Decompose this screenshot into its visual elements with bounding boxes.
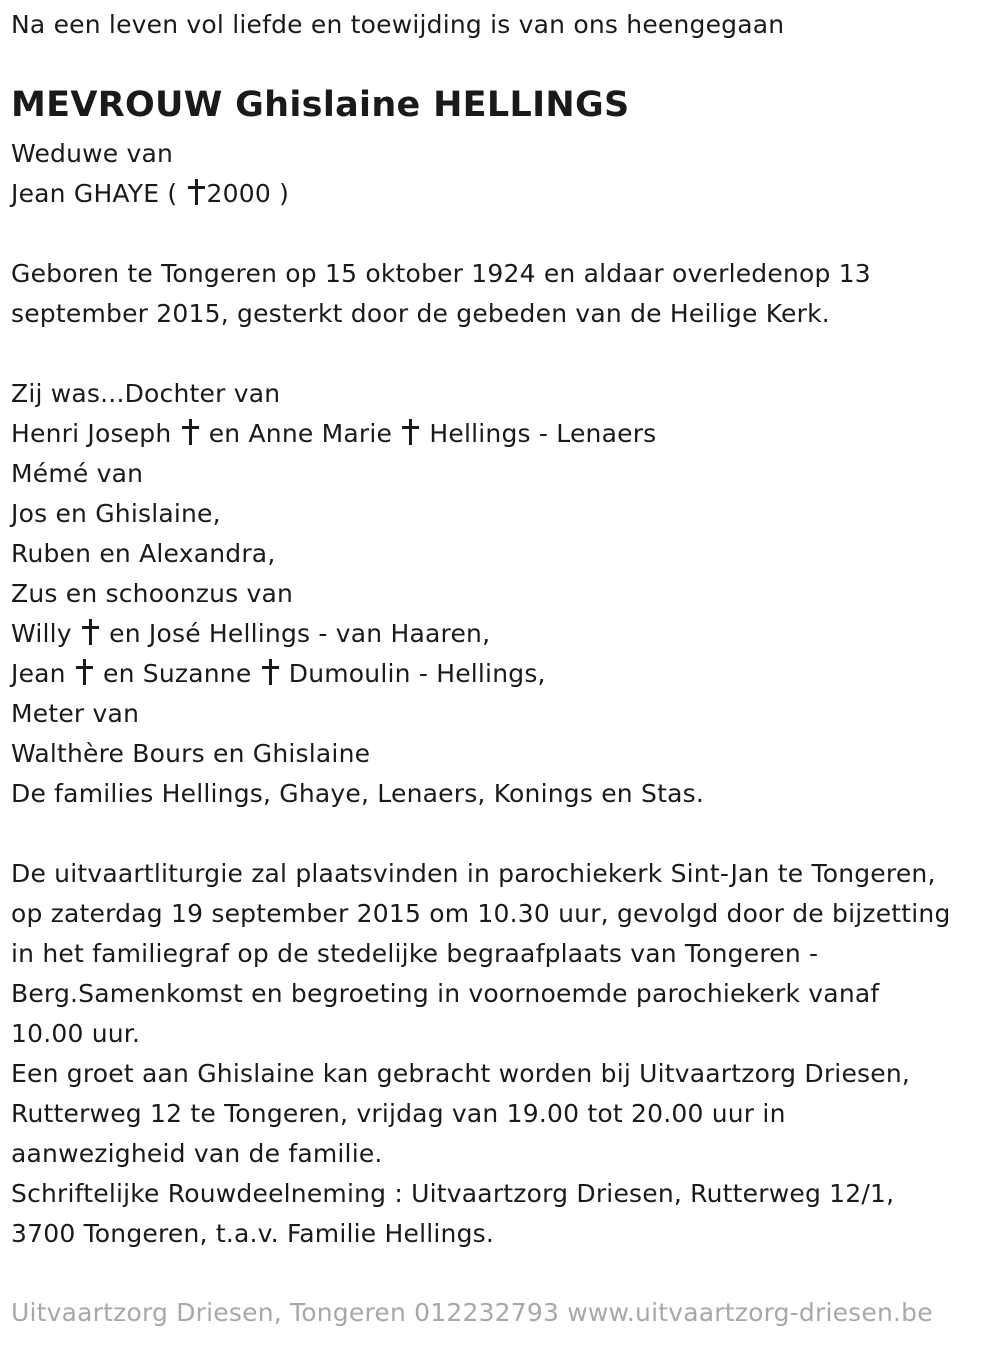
funeral-line: 3700 Tongeren, t.a.v. Familie Hellings. — [11, 1219, 495, 1248]
cross-icon — [402, 419, 419, 445]
families-line: De families Hellings, Ghaye, Lenaers, Konings en Stas. — [11, 779, 704, 808]
family-block — [11, 374, 704, 814]
parents-surnames: Hellings - Lenaers — [429, 419, 657, 448]
sibling-2-name: Jean — [11, 659, 66, 688]
daughter-of-label: Zij was...Dochter van — [11, 379, 281, 408]
godchild-line: Walthère Bours en Ghislaine — [11, 739, 371, 768]
deceased-name: MEVROUW Ghislaine HELLINGS — [11, 85, 630, 125]
widow-of-label: Weduwe van — [11, 139, 174, 168]
funeral-line: De uitvaartliturgie zal plaatsvinden in parochiekerk Sint-Jan te Tongeren, — [11, 859, 936, 888]
sibling-2-surnames: Dumoulin - Hellings, — [288, 659, 546, 688]
intro-line: Na een leven vol liefde en toewijding is van ons heengegaan — [11, 10, 785, 39]
funeral-block — [11, 854, 951, 1254]
sibling-1-rest: en José Hellings - van Haaren, — [109, 619, 491, 648]
sibling-line-2 — [11, 654, 704, 694]
funeral-line: Berg.Samenkomst en begroeting in voornoemde parochiekerk vanaf — [11, 979, 880, 1008]
parent-mother: en Anne Marie — [208, 419, 393, 448]
funeral-line: Een groet aan Ghislaine kan gebracht worden bij Uitvaartzorg Driesen, — [11, 1059, 911, 1088]
cross-icon — [182, 419, 199, 445]
cross-icon — [188, 179, 205, 205]
spouse-line — [11, 174, 289, 214]
spouse-block — [11, 134, 289, 214]
birth-death-block — [11, 254, 871, 334]
sibling-line-1 — [11, 614, 704, 654]
footer-contact: Uitvaartzorg Driesen, Tongeren 012232793 www.uitvaartzorg-driesen.be — [11, 1298, 933, 1327]
funeral-line: op zaterdag 19 september 2015 om 10.30 uur, gevolgd door de bijzetting — [11, 899, 951, 928]
spouse-death-year: 2000 ) — [206, 179, 290, 208]
birth-death-line-1: Geboren te Tongeren op 15 oktober 1924 en aldaar overledenop 13 — [11, 259, 871, 288]
parent-father: Henri Joseph — [11, 419, 172, 448]
meme-label: Mémé van — [11, 459, 144, 488]
cross-icon — [76, 659, 93, 685]
funeral-line: aanwezigheid van de familie. — [11, 1139, 383, 1168]
cross-icon — [82, 619, 99, 645]
parents-line — [11, 414, 704, 454]
birth-death-line-2: september 2015, gesterkt door de gebeden van de Heilige Kerk. — [11, 299, 830, 328]
sibling-2-partner: en Suzanne — [103, 659, 252, 688]
funeral-line: 10.00 uur. — [11, 1019, 141, 1048]
godmother-label: Meter van — [11, 699, 140, 728]
grandchild-line-2: Ruben en Alexandra, — [11, 539, 276, 568]
funeral-line: Rutterweg 12 te Tongeren, vrijdag van 19.00 tot 20.00 uur in — [11, 1099, 786, 1128]
funeral-line: Schriftelijke Rouwdeelneming : Uitvaartzorg Driesen, Rutterweg 12/1, — [11, 1179, 895, 1208]
sibling-1-name: Willy — [11, 619, 72, 648]
cross-icon — [262, 659, 279, 685]
spouse-name: Jean GHAYE ( — [11, 179, 178, 208]
funeral-line: in het familiegraf op de stedelijke begraafplaats van Tongeren - — [11, 939, 819, 968]
grandchild-line-1: Jos en Ghislaine, — [11, 499, 221, 528]
sibling-label: Zus en schoonzus van — [11, 579, 294, 608]
